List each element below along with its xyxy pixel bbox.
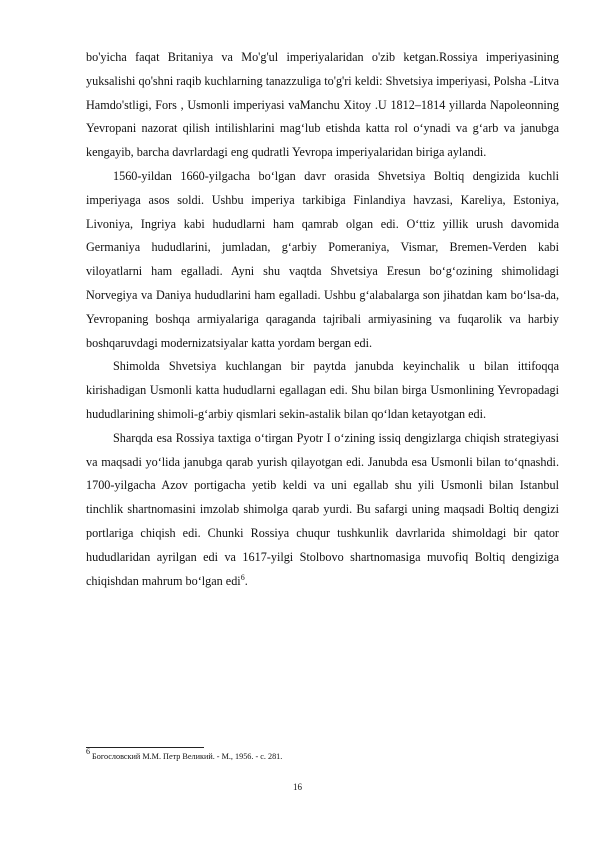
paragraph-1: bo'yicha faqat Britaniya va Mo'g'ul imperiyalaridan o'zib ketgan.Rossiya imperiyasining yuksalishi qo'shni raqib kuchlarning tanazzuliga to'g'ri keldi: Shvetsiya imperiyasi, Polsha -Litva Hamdo'stligi, Fors , Usmonli imperiyasi vaManchu Xitoy .U 1812–1814 yillarda Napoleonning Yevropani nazorat qilish intilishlarini mag‘lub etishda katta rol o‘ynadi va g‘arb va janubga kengayib, barcha davrlardagi eng qudratli Yevropa imperiyalaridan biriga aylandi.: [86, 50, 559, 160]
footnote-reference: 6: [240, 572, 245, 582]
footnote-divider: [86, 747, 204, 748]
paragraph-4-text: Sharqda esa Rossiya taxtiga o‘tirgan Pyotr I o‘zining issiq dengizlarga chiqish strategiyasi va maqsadi yo‘lida janubga qarab yurish qilayotgan edi. Janubda esa Usmonli bilan to‘qnashdi. 1700-yilgacha Azov portigacha yetib keldi va uni egallab shu yili Usmonli bilan Istanbul tinchlik shartnomasini imzolab shimolga qarab yurdi. Bu safargi uning maqsadi Boltiq dengizi portlariga chiqish edi. Chunki Rossiya chuqur tushkunlik davrlarida shimoldagi bir qator hududlaridan ayrilgan edi va 1617-yilgi Stolbovo shartnomasiga muvofiq Boltiq dengiziga chiqishdan mahrum bo‘lgan edi: [86, 430, 559, 588]
paragraph-3: Shimolda Shvetsiya kuchlangan bir paytda janubda keyinchalik u bilan ittifoqqa kirishadigan Usmonli katta hududlarni egallagan edi. Shu bilan birga Usmonlining Yevropadagi hududlarining shimoli-g‘arbiy qismlari sekin-astalik bilan qo‘ldan ketayotgan edi.: [86, 359, 559, 421]
paragraph-4: Sharqda esa Rossiya taxtiga o‘tirgan Pyotr I o‘zining issiq dengizlarga chiqish strategiyasi va maqsadi yo‘lida janubga qarab yurish qilayotgan edi. Janubda esa Usmonli bilan to‘qnashdi. 1700-yilgacha Azov portigacha yetib keldi va uni egallab shu yili Usmonli bilan Istanbul tinchlik shartnomasini imzolab shimolga qarab yurdi. Bu safargi uning maqsadi Boltiq dengizi portlariga chiqish edi. Chunki Rossiya chuqur tushkunlik davrlarida shimoldagi bir qator hududlaridan ayrilgan edi va 1617-yilgi Stolbovo shartnomasiga muvofiq Boltiq dengiziga chiqishdan mahrum bo‘lgan edi$^6$.: [86, 430, 559, 588]
footnote-marker: 6: [86, 747, 90, 756]
paragraph-2: 1560-yildan 1660-yilgacha bo‘lgan davr orasida Shvetsiya Boltiq dengizida kuchli imperiyaga asos soldi. Ushbu imperiya tarkibiga Finlandiya havzasi, Kareliya, Estoniya, Livoniya, Ingriya kabi hududlarni ham qamrab olgan edi. O‘ttiz yillik urush davomida Germaniya hududlarini, jumladan, g‘arbiy Pomeraniya, Vismar, Bremen-Verden kabi viloyatlarni ham egalladi. Ayni shu vaqtda Shvetsiya Eresun bo‘g‘ozining shimolidagi Norvegiya va Daniya hududlarini ham egalladi. Ushbu g‘alabalarga son jihatdan kam bo‘lsa-da, Yevropaning boshqa armiyalariga qaraganda tajribali armiyasining va fuqarolik va harbiy boshqaruvdagi modernizatsiyalar katta yordam bergan edi.: [86, 168, 559, 350]
document-body: [86, 46, 559, 593]
page-number: 16: [293, 782, 302, 792]
footnote: [86, 747, 559, 762]
footnote-text: Богословский М.М. Петр Великий. - М., 1956. - с. 281.: [92, 752, 283, 761]
